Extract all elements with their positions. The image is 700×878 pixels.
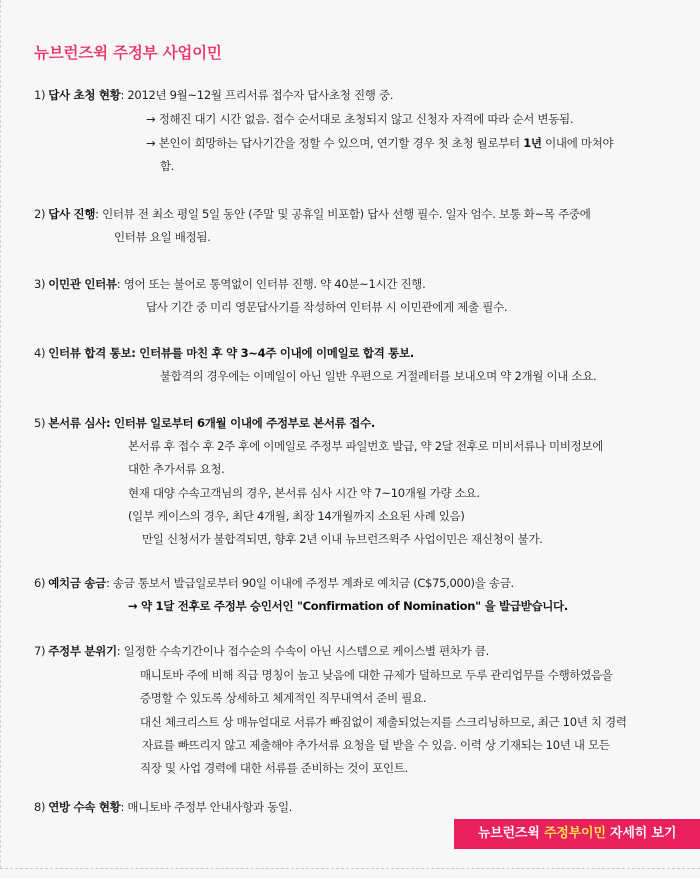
section-label: 주정부 분위기 xyxy=(48,644,117,658)
section-1-line-1 xyxy=(34,87,393,103)
section-number: 1) xyxy=(34,88,46,102)
section-number: 8) xyxy=(34,800,46,814)
section-6-line-1 xyxy=(34,575,514,591)
section-5-line-3: 대한 추가서류 요청. xyxy=(128,462,225,476)
button-label-highlight: 주정부이민 xyxy=(543,826,606,841)
section-5-line-1 xyxy=(34,415,375,431)
section-label: 인터뷰 합격 통보 xyxy=(48,346,132,360)
section-3-line-1 xyxy=(34,276,425,292)
text-emphasis: 1년 xyxy=(523,136,542,150)
section-4-line-1 xyxy=(34,345,414,361)
section-3-line-2: 답사 기간 중 미리 영문답사기를 작성하여 인터뷰 시 이민관에게 제출 필수. xyxy=(146,300,508,314)
section-5-line-6: 만일 신청서가 불합격되면, 향후 2년 이내 뉴브런즈윅주 사업이민은 재신청이 불가. xyxy=(142,532,543,546)
section-label: 연방 수속 현황 xyxy=(48,800,121,814)
section-text: : 송금 통보서 발급일로부터 90일 이내에 주정부 계좌로 예치금 (C$75,000)을 송금. xyxy=(105,576,514,590)
section-label: 이민관 인터뷰 xyxy=(48,277,117,291)
section-7-line-2: 매니토바 주에 비해 직급 명칭이 높고 낮음에 대한 규제가 덜하므로 두루 관리업무를 수행하였음을 xyxy=(140,668,613,682)
section-text: : 인터뷰를 마친 후 약 3~4주 이내에 이메일로 합격 통보. xyxy=(131,346,414,360)
text-part: 이내에 마쳐야 xyxy=(541,136,614,150)
left-border xyxy=(0,0,1,868)
section-7-line-4: 대신 체크리스트 상 매뉴얼대로 서류가 빠짐없이 제출되었는지를 스크리닝하므로, 최근 10년 치 경력 xyxy=(140,715,627,729)
section-number: 5) xyxy=(34,416,46,430)
view-details-button[interactable] xyxy=(454,819,700,849)
section-7-line-1 xyxy=(34,643,489,659)
section-4-line-2: 불합격의 경우에는 이메일이 아닌 일반 우편으로 거절레터를 보내오며 약 2개월 이내 소요. xyxy=(160,369,597,383)
section-7-line-3: 증명할 수 있도록 상세하고 체계적인 직무내역서 준비 필요. xyxy=(140,691,427,705)
text-part: → 본인이 희망하는 답사기간을 정할 수 있으며, 연기할 경우 첫 초청 월로부터 xyxy=(146,136,524,150)
section-text: : 매니토바 주정부 안내사항과 동일. xyxy=(120,800,293,814)
section-text: : 영어 또는 불어로 통역없이 인터뷰 진행. 약 40분~1시간 진행. xyxy=(116,277,426,291)
section-number: 3) xyxy=(34,277,46,291)
section-number: 2) xyxy=(34,207,46,221)
section-1-line-2: → 정해진 대기 시간 없음. 접수 순서대로 초청되지 않고 신청자 자격에 따라 순서 변동됨. xyxy=(146,112,574,126)
section-label: 답사 진행 xyxy=(48,207,96,221)
section-text: : 인터뷰 일로부터 6개월 이내에 주정부로 본서류 접수. xyxy=(105,416,375,430)
section-2-line-2: 인터뷰 요일 배정됨. xyxy=(114,230,211,244)
section-7-line-5: 자료를 빠뜨리지 않고 제출해야 추가서류 요청을 덜 받을 수 있음. 이력 상 기재되는 10년 내 모든 xyxy=(142,738,610,752)
section-label: 본서류 심사 xyxy=(48,416,106,430)
section-text: : 일정한 수속기간이나 접수순의 수속이 아닌 시스템으로 케이스별 편차가 큼. xyxy=(116,644,489,658)
section-text: : 인터뷰 전 최소 평일 5일 동안 (주말 및 공휴일 비포함) 답사 선행 필수. 일자 엄수. 보통 화~목 주중에 xyxy=(95,207,591,221)
section-6-line-2: → 약 1달 전후로 주정부 승인서인 "Confirmation of Nomination" 을 발급받습니다. xyxy=(128,599,568,613)
section-text: : 2012년 9월~12월 프리서류 접수자 답사초청 진행 중. xyxy=(120,88,394,102)
section-1-line-3 xyxy=(146,135,613,151)
section-number: 4) xyxy=(34,346,46,360)
section-5-line-2: 본서류 후 접수 후 2주 후에 이메일로 주정부 파일번호 발급, 약 2달 전후로 미비서류나 미비정보에 xyxy=(128,439,604,453)
section-5-line-4: 현재 대양 수속고객님의 경우, 본서류 심사 시간 약 7~10개월 가량 소요. xyxy=(128,486,480,500)
button-label-part: 자세히 보기 xyxy=(605,826,677,841)
button-label-part: 뉴브런즈윅 xyxy=(477,826,544,841)
section-label: 답사 초청 현황 xyxy=(48,88,121,102)
section-label: 예치금 송금 xyxy=(48,576,106,590)
section-number: 7) xyxy=(34,644,46,658)
section-number: 6) xyxy=(34,576,46,590)
section-7-line-6: 직장 및 사업 경력에 대한 서류를 준비하는 것이 포인트. xyxy=(140,761,408,775)
section-5-line-5: (일부 케이스의 경우, 최단 4개월, 최장 14개월까지 소요된 사례 있음) xyxy=(128,509,465,523)
section-8-line-1 xyxy=(34,799,292,815)
section-1-line-4: 함. xyxy=(160,159,175,173)
bottom-divider xyxy=(0,868,700,869)
section-2-line-1 xyxy=(34,206,591,222)
page-title: 뉴브런즈윅 주정부 사업이민 xyxy=(34,44,222,62)
